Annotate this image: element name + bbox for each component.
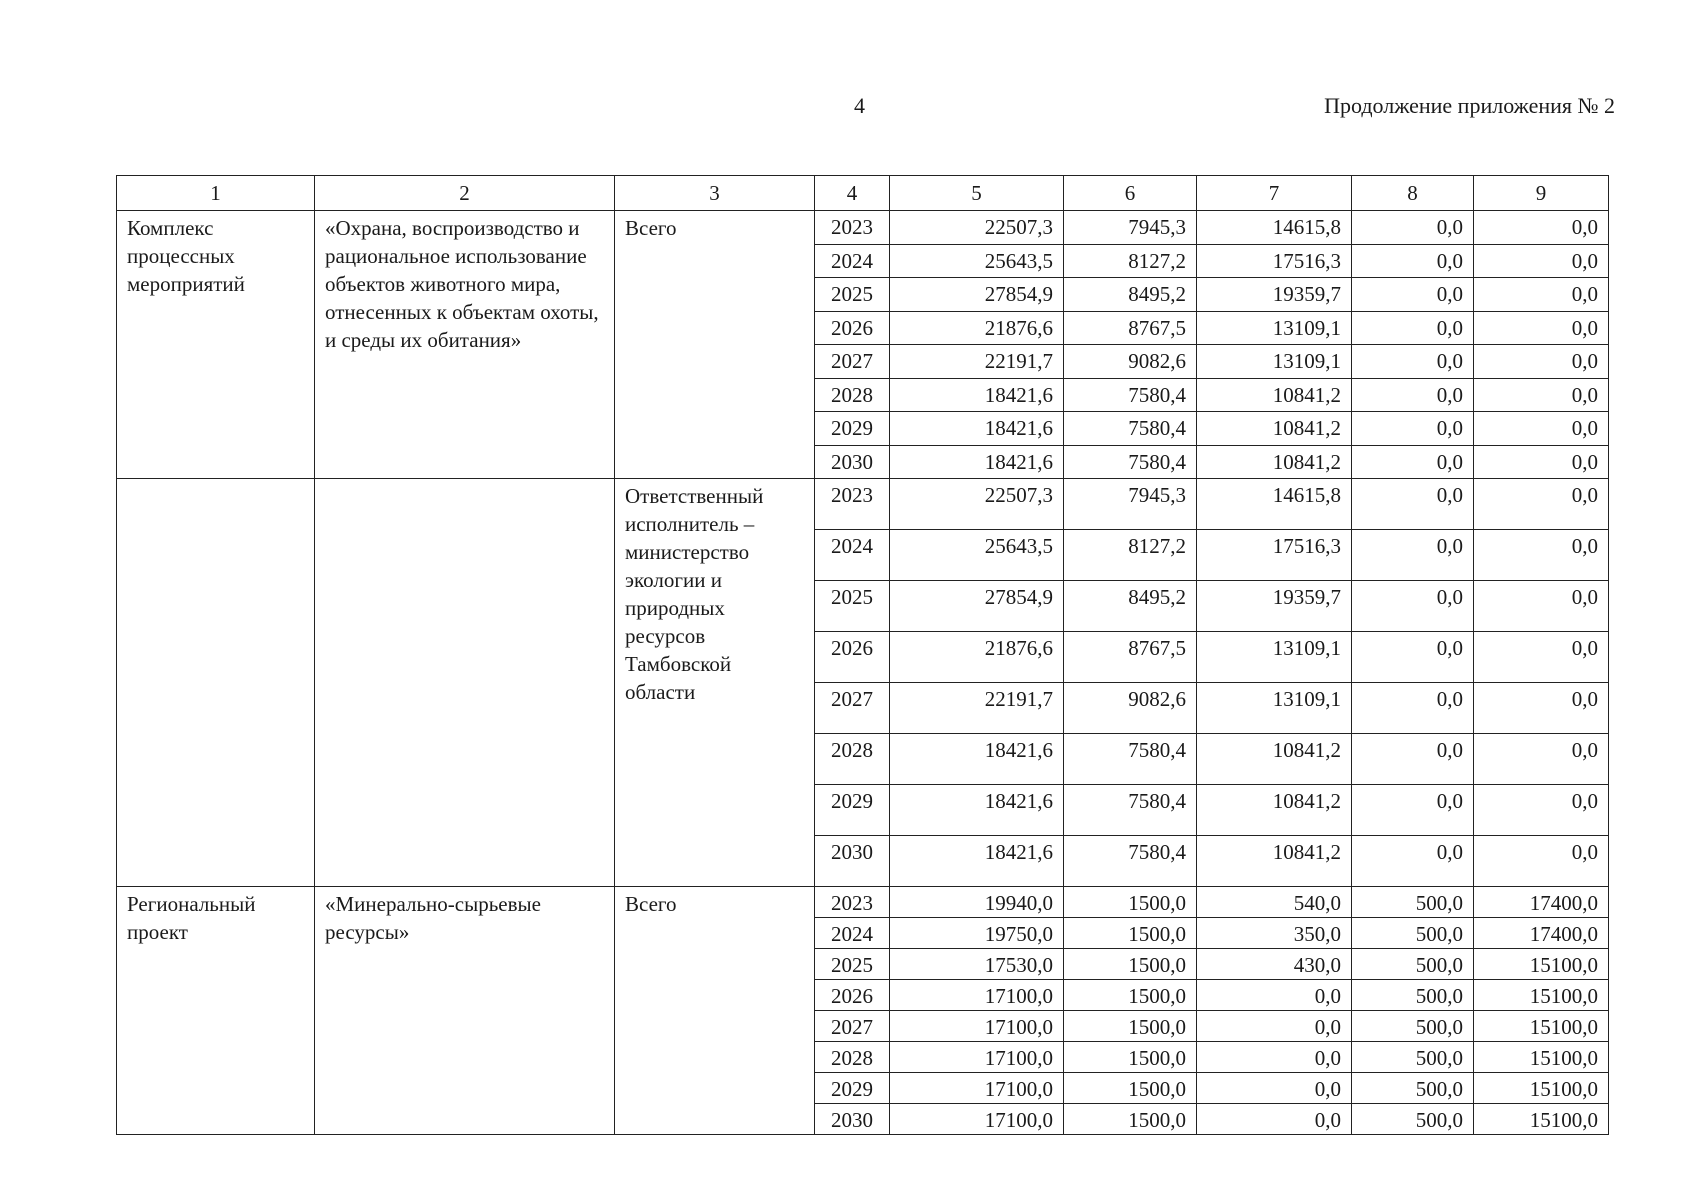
value-cell: 10841,2 <box>1197 412 1352 446</box>
executor-cell: Всего <box>615 887 815 1135</box>
column-header: 2 <box>315 176 615 211</box>
total-cell: 27854,9 <box>890 278 1064 312</box>
total-cell: 27854,9 <box>890 581 1064 632</box>
total-cell: 22507,3 <box>890 211 1064 245</box>
value-cell: 8127,2 <box>1064 530 1197 581</box>
value-cell: 15100,0 <box>1474 980 1609 1011</box>
executor-cell: Ответственный исполнитель – министерство экологии и природных ресурсов Тамбовской области <box>615 479 815 887</box>
total-cell: 18421,6 <box>890 836 1064 887</box>
value-cell: 15100,0 <box>1474 1073 1609 1104</box>
value-cell: 7580,4 <box>1064 445 1197 479</box>
total-cell: 18421,6 <box>890 412 1064 446</box>
value-cell: 500,0 <box>1352 918 1474 949</box>
group-regional-project <box>117 887 1609 1135</box>
value-cell: 7580,4 <box>1064 378 1197 412</box>
year-cell: 2030 <box>815 836 890 887</box>
value-cell: 1500,0 <box>1064 918 1197 949</box>
table-row <box>117 211 1609 245</box>
value-cell: 0,0 <box>1352 683 1474 734</box>
total-cell: 18421,6 <box>890 785 1064 836</box>
value-cell: 0,0 <box>1474 632 1609 683</box>
value-cell: 15100,0 <box>1474 1011 1609 1042</box>
value-cell: 0,0 <box>1352 412 1474 446</box>
value-cell: 540,0 <box>1197 887 1352 918</box>
year-cell: 2026 <box>815 311 890 345</box>
year-cell: 2025 <box>815 278 890 312</box>
value-cell: 1500,0 <box>1064 980 1197 1011</box>
value-cell: 13109,1 <box>1197 683 1352 734</box>
column-header: 9 <box>1474 176 1609 211</box>
value-cell: 0,0 <box>1474 211 1609 245</box>
value-cell: 500,0 <box>1352 980 1474 1011</box>
value-cell: 0,0 <box>1197 980 1352 1011</box>
program-element-name: «Охрана, воспроизводство и рациональное использование объектов животного мира, отнесенных к объектам охоты, и среды их обитания» <box>315 211 615 479</box>
year-cell: 2023 <box>815 211 890 245</box>
year-cell: 2024 <box>815 918 890 949</box>
value-cell: 500,0 <box>1352 887 1474 918</box>
value-cell: 350,0 <box>1197 918 1352 949</box>
total-cell: 17100,0 <box>890 980 1064 1011</box>
value-cell: 0,0 <box>1474 785 1609 836</box>
value-cell: 0,0 <box>1352 278 1474 312</box>
value-cell: 0,0 <box>1352 530 1474 581</box>
total-cell: 17530,0 <box>890 949 1064 980</box>
value-cell: 0,0 <box>1352 581 1474 632</box>
column-header: 5 <box>890 176 1064 211</box>
total-cell: 17100,0 <box>890 1011 1064 1042</box>
value-cell: 1500,0 <box>1064 1073 1197 1104</box>
value-cell: 0,0 <box>1474 836 1609 887</box>
program-element-name: «Минерально-сырьевые ресурсы» <box>315 887 615 1135</box>
value-cell: 10841,2 <box>1197 785 1352 836</box>
value-cell: 8495,2 <box>1064 581 1197 632</box>
page-number: 4 <box>854 93 865 118</box>
total-cell: 17100,0 <box>890 1073 1064 1104</box>
year-cell: 2023 <box>815 479 890 530</box>
value-cell: 13109,1 <box>1197 632 1352 683</box>
value-cell: 0,0 <box>1352 211 1474 245</box>
value-cell: 7580,4 <box>1064 836 1197 887</box>
executor-cell: Всего <box>615 211 815 479</box>
total-cell: 21876,6 <box>890 311 1064 345</box>
value-cell: 7945,3 <box>1064 211 1197 245</box>
year-cell: 2024 <box>815 244 890 278</box>
value-cell: 14615,8 <box>1197 479 1352 530</box>
program-element-name <box>315 479 615 887</box>
value-cell: 15100,0 <box>1474 949 1609 980</box>
total-cell: 19940,0 <box>890 887 1064 918</box>
value-cell: 0,0 <box>1474 734 1609 785</box>
column-header: 1 <box>117 176 315 211</box>
year-cell: 2027 <box>815 345 890 379</box>
value-cell: 0,0 <box>1352 311 1474 345</box>
value-cell: 0,0 <box>1352 345 1474 379</box>
value-cell: 8767,5 <box>1064 632 1197 683</box>
year-cell: 2026 <box>815 632 890 683</box>
value-cell: 13109,1 <box>1197 311 1352 345</box>
table-row <box>117 479 1609 530</box>
value-cell: 500,0 <box>1352 1073 1474 1104</box>
value-cell: 8767,5 <box>1064 311 1197 345</box>
year-cell: 2029 <box>815 785 890 836</box>
column-header: 3 <box>615 176 815 211</box>
value-cell: 17516,3 <box>1197 244 1352 278</box>
value-cell: 9082,6 <box>1064 345 1197 379</box>
value-cell: 10841,2 <box>1197 734 1352 785</box>
value-cell: 8127,2 <box>1064 244 1197 278</box>
value-cell: 0,0 <box>1352 445 1474 479</box>
program-element-type: Комплекс процессных мероприятий <box>117 211 315 479</box>
year-cell: 2023 <box>815 887 890 918</box>
value-cell: 7945,3 <box>1064 479 1197 530</box>
value-cell: 8495,2 <box>1064 278 1197 312</box>
year-cell: 2030 <box>815 445 890 479</box>
total-cell: 17100,0 <box>890 1104 1064 1135</box>
value-cell: 1500,0 <box>1064 887 1197 918</box>
value-cell: 430,0 <box>1197 949 1352 980</box>
appendix-continuation-title: Продолжение приложения № 2 <box>1324 93 1615 118</box>
value-cell: 10841,2 <box>1197 836 1352 887</box>
year-cell: 2029 <box>815 1073 890 1104</box>
year-cell: 2028 <box>815 378 890 412</box>
value-cell: 10841,2 <box>1197 445 1352 479</box>
value-cell: 0,0 <box>1474 278 1609 312</box>
column-header: 7 <box>1197 176 1352 211</box>
value-cell: 15100,0 <box>1474 1042 1609 1073</box>
total-cell: 22191,7 <box>890 683 1064 734</box>
total-cell: 18421,6 <box>890 378 1064 412</box>
value-cell: 0,0 <box>1197 1042 1352 1073</box>
value-cell: 17400,0 <box>1474 887 1609 918</box>
total-cell: 18421,6 <box>890 445 1064 479</box>
value-cell: 500,0 <box>1352 1042 1474 1073</box>
value-cell: 1500,0 <box>1064 1104 1197 1135</box>
value-cell: 0,0 <box>1352 836 1474 887</box>
column-number-row <box>117 176 1609 211</box>
value-cell: 0,0 <box>1474 445 1609 479</box>
value-cell: 0,0 <box>1474 683 1609 734</box>
value-cell: 19359,7 <box>1197 278 1352 312</box>
value-cell: 0,0 <box>1197 1011 1352 1042</box>
value-cell: 7580,4 <box>1064 785 1197 836</box>
value-cell: 9082,6 <box>1064 683 1197 734</box>
value-cell: 0,0 <box>1474 345 1609 379</box>
value-cell: 17516,3 <box>1197 530 1352 581</box>
total-cell: 21876,6 <box>890 632 1064 683</box>
value-cell: 0,0 <box>1197 1104 1352 1135</box>
total-cell: 25643,5 <box>890 244 1064 278</box>
column-header: 8 <box>1352 176 1474 211</box>
value-cell: 500,0 <box>1352 1104 1474 1135</box>
program-element-type: Региональный проект <box>117 887 315 1135</box>
financing-table <box>116 175 1609 1135</box>
value-cell: 0,0 <box>1352 785 1474 836</box>
value-cell: 0,0 <box>1474 530 1609 581</box>
program-element-type <box>117 479 315 887</box>
year-cell: 2024 <box>815 530 890 581</box>
value-cell: 7580,4 <box>1064 412 1197 446</box>
year-cell: 2026 <box>815 980 890 1011</box>
table-row <box>117 887 1609 918</box>
value-cell: 17400,0 <box>1474 918 1609 949</box>
value-cell: 500,0 <box>1352 1011 1474 1042</box>
group-process-measures <box>117 211 1609 479</box>
year-cell: 2025 <box>815 949 890 980</box>
total-cell: 19750,0 <box>890 918 1064 949</box>
year-cell: 2027 <box>815 683 890 734</box>
value-cell: 1500,0 <box>1064 1011 1197 1042</box>
value-cell: 0,0 <box>1474 378 1609 412</box>
year-cell: 2030 <box>815 1104 890 1135</box>
value-cell: 1500,0 <box>1064 949 1197 980</box>
year-cell: 2027 <box>815 1011 890 1042</box>
value-cell: 500,0 <box>1352 949 1474 980</box>
value-cell: 13109,1 <box>1197 345 1352 379</box>
value-cell: 7580,4 <box>1064 734 1197 785</box>
year-cell: 2025 <box>815 581 890 632</box>
value-cell: 19359,7 <box>1197 581 1352 632</box>
value-cell: 0,0 <box>1474 479 1609 530</box>
year-cell: 2029 <box>815 412 890 446</box>
value-cell: 0,0 <box>1474 412 1609 446</box>
total-cell: 22191,7 <box>890 345 1064 379</box>
value-cell: 15100,0 <box>1474 1104 1609 1135</box>
year-cell: 2028 <box>815 1042 890 1073</box>
value-cell: 1500,0 <box>1064 1042 1197 1073</box>
value-cell: 0,0 <box>1352 734 1474 785</box>
year-cell: 2028 <box>815 734 890 785</box>
value-cell: 0,0 <box>1197 1073 1352 1104</box>
value-cell: 0,0 <box>1352 378 1474 412</box>
total-cell: 25643,5 <box>890 530 1064 581</box>
value-cell: 14615,8 <box>1197 211 1352 245</box>
value-cell: 0,0 <box>1352 479 1474 530</box>
total-cell: 22507,3 <box>890 479 1064 530</box>
column-header: 6 <box>1064 176 1197 211</box>
value-cell: 0,0 <box>1474 581 1609 632</box>
group-responsible-executor <box>117 479 1609 887</box>
column-header: 4 <box>815 176 890 211</box>
value-cell: 0,0 <box>1474 244 1609 278</box>
total-cell: 18421,6 <box>890 734 1064 785</box>
value-cell: 10841,2 <box>1197 378 1352 412</box>
value-cell: 0,0 <box>1474 311 1609 345</box>
total-cell: 17100,0 <box>890 1042 1064 1073</box>
value-cell: 0,0 <box>1352 632 1474 683</box>
value-cell: 0,0 <box>1352 244 1474 278</box>
